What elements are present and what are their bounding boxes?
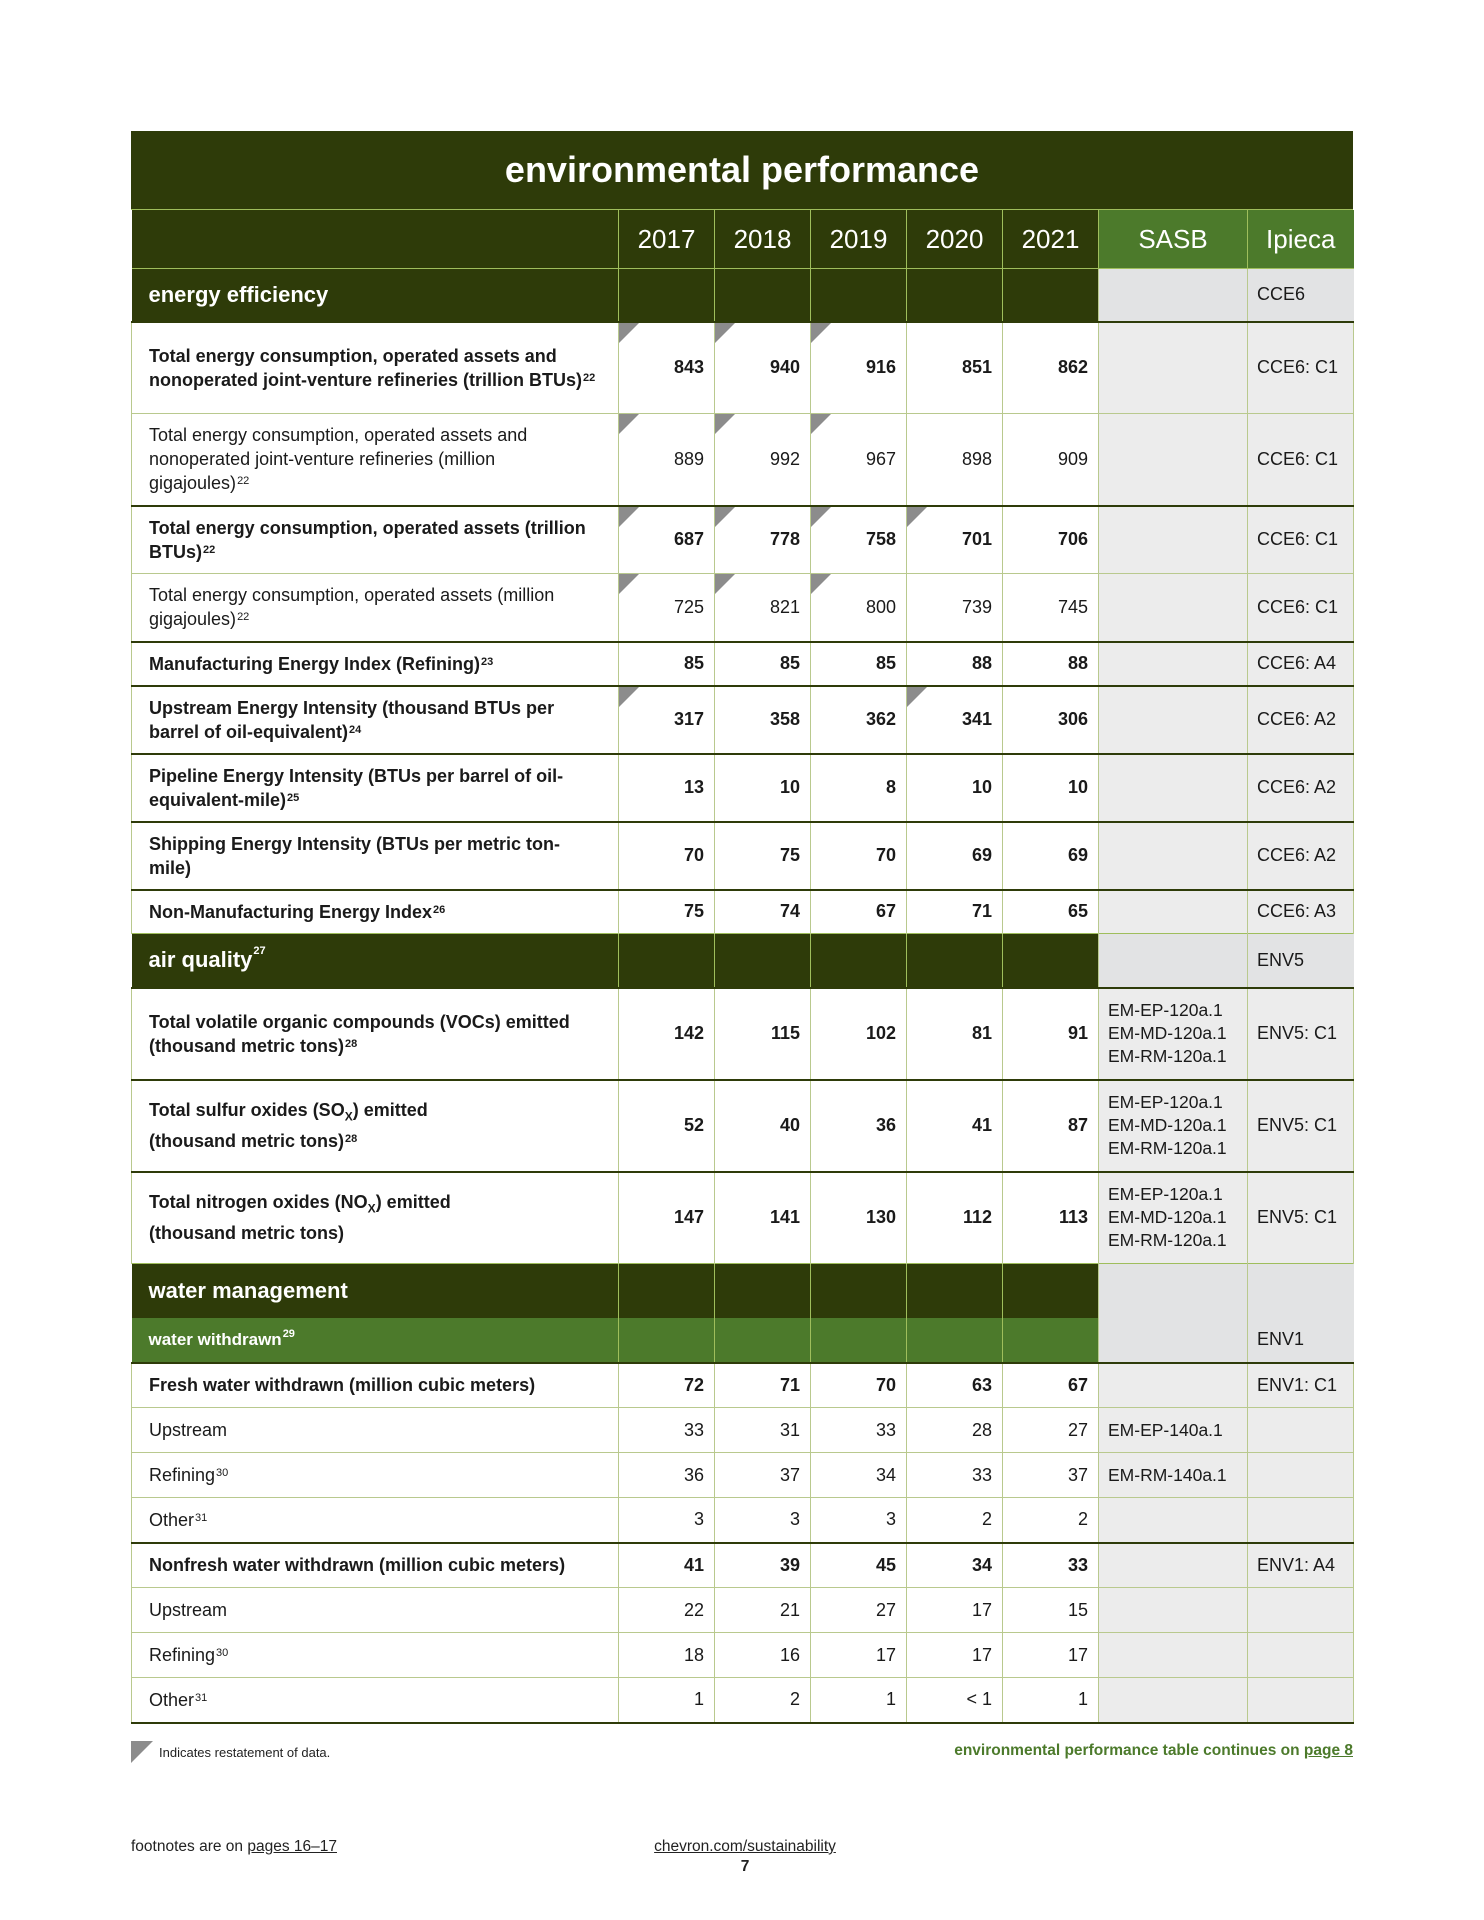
ipieca-code: [1248, 1453, 1354, 1498]
value-2021: 65: [1003, 890, 1099, 934]
restatement-flag-icon: [619, 687, 639, 707]
header-2018: 2018: [715, 210, 811, 269]
row-label: Pipeline Energy Intensity (BTUs per barrel of oil-equivalent-mile)$^{25}$: [132, 754, 619, 822]
value-2021: 10: [1003, 754, 1099, 822]
value-2019: 967: [811, 414, 907, 506]
value-2020: 33: [907, 1453, 1003, 1498]
table-row: [132, 822, 1354, 890]
value-2020: 17: [907, 1588, 1003, 1633]
value-2020: 341: [907, 686, 1003, 754]
value-2021: 909: [1003, 414, 1099, 506]
row-label: Upstream: [132, 1408, 619, 1453]
value-2017: 52: [619, 1080, 715, 1172]
sasb-code: EM-RM-140a.1: [1099, 1453, 1248, 1498]
value-2019: 362: [811, 686, 907, 754]
header-2019: 2019: [811, 210, 907, 269]
table-row: [132, 574, 1354, 642]
table-row: [132, 686, 1354, 754]
value-2018: 85: [715, 642, 811, 686]
value-2018: 75: [715, 822, 811, 890]
value-2020: 41: [907, 1080, 1003, 1172]
value-2019: 70: [811, 1363, 907, 1408]
value-2019: 33: [811, 1408, 907, 1453]
table-row: [132, 890, 1354, 934]
value-2017: 725: [619, 574, 715, 642]
row-label: Other$^{31}$: [132, 1498, 619, 1543]
value-2017: 41: [619, 1543, 715, 1588]
value-2020: 81: [907, 988, 1003, 1080]
section-water-management: [132, 1264, 1354, 1318]
value-2018: 71: [715, 1363, 811, 1408]
restatement-legend: [131, 1741, 330, 1763]
sasb-code: [1099, 890, 1248, 934]
value-2017: 22: [619, 1588, 715, 1633]
value-2020: < 1: [907, 1678, 1003, 1723]
value-2017: 1: [619, 1678, 715, 1723]
value-2017: 85: [619, 642, 715, 686]
value-2017: 3: [619, 1498, 715, 1543]
row-label: Other$^{31}$: [132, 1678, 619, 1723]
ipieca-code: CCE6: A4: [1248, 642, 1354, 686]
table-row: [132, 1363, 1354, 1408]
page-8-link[interactable]: page 8: [1303, 1742, 1353, 1759]
value-2019: 102: [811, 988, 907, 1080]
row-label: Total energy consumption, operated assets (trillion BTUs)$^{22}$: [132, 506, 619, 574]
value-2021: 706: [1003, 506, 1099, 574]
table-row: [132, 1498, 1354, 1543]
ipieca-code: CCE6: A3: [1248, 890, 1354, 934]
sasb-codes: EM-EP-120a.1 EM-MD-120a.1 EM-RM-120a.1: [1099, 1080, 1248, 1172]
value-2021: 87: [1003, 1080, 1099, 1172]
value-2019: 3: [811, 1498, 907, 1543]
value-2017: 33: [619, 1408, 715, 1453]
value-2020: 701: [907, 506, 1003, 574]
value-2020: 69: [907, 822, 1003, 890]
table-row: [132, 1408, 1354, 1453]
ipieca-code: ENV5: C1: [1248, 988, 1354, 1080]
sasb-code: [1099, 1588, 1248, 1633]
value-2018: 992: [715, 414, 811, 506]
value-2019: 1: [811, 1678, 907, 1723]
value-2020: 10: [907, 754, 1003, 822]
row-label: Total energy consumption, operated assets and nonoperated joint-venture refineries (trillion BTUs)$^{22}$: [132, 322, 619, 414]
value-2017: 889: [619, 414, 715, 506]
header-2017: 2017: [619, 210, 715, 269]
restatement-flag-icon: [907, 687, 927, 707]
restatement-flag-icon: [907, 507, 927, 527]
value-2017: 142: [619, 988, 715, 1080]
ipieca-code: ENV1: C1: [1248, 1363, 1354, 1408]
value-2018: 3: [715, 1498, 811, 1543]
footnotes-note: footnotes are on pages 16–17: [131, 1838, 337, 1855]
value-2021: 745: [1003, 574, 1099, 642]
sasb-code: [1099, 1633, 1248, 1678]
sasb-code: [1099, 1498, 1248, 1543]
ipieca-code: [1248, 1408, 1354, 1453]
value-2018: 10: [715, 754, 811, 822]
sasb-code: [1099, 414, 1248, 506]
ipieca-code: CCE6: A2: [1248, 822, 1354, 890]
value-2019: 758: [811, 506, 907, 574]
value-2019: 27: [811, 1588, 907, 1633]
value-2017: 317: [619, 686, 715, 754]
sasb-code: [1099, 322, 1248, 414]
value-2021: 306: [1003, 686, 1099, 754]
table-row: [132, 988, 1354, 1080]
value-2020: 34: [907, 1543, 1003, 1588]
value-2018: 40: [715, 1080, 811, 1172]
sasb-code: [1099, 822, 1248, 890]
legend-text: Indicates restatement of data.: [159, 1744, 331, 1760]
restatement-flag-icon: [715, 574, 735, 594]
data-table: [131, 210, 1354, 1724]
ipieca-code: ENV5: C1: [1248, 1172, 1354, 1264]
value-2018: 74: [715, 890, 811, 934]
value-2019: 17: [811, 1633, 907, 1678]
value-2018: 21: [715, 1588, 811, 1633]
table-row: [132, 414, 1354, 506]
value-2018: 141: [715, 1172, 811, 1264]
value-2018: 821: [715, 574, 811, 642]
row-label: Refining$^{30}$: [132, 1453, 619, 1498]
sasb-code: [1099, 642, 1248, 686]
value-2021: 17: [1003, 1633, 1099, 1678]
value-2021: 113: [1003, 1172, 1099, 1264]
restatement-flag-icon: [619, 507, 639, 527]
row-label: Refining$^{30}$: [132, 1633, 619, 1678]
value-2021: 862: [1003, 322, 1099, 414]
header-2021: 2021: [1003, 210, 1099, 269]
value-2018: 115: [715, 988, 811, 1080]
ipieca-code: [1248, 1678, 1354, 1723]
value-2020: 851: [907, 322, 1003, 414]
value-2021: 91: [1003, 988, 1099, 1080]
subsection-ipieca: ENV1: [1248, 1318, 1354, 1363]
section-energy-efficiency: [132, 269, 1354, 322]
value-2017: 75: [619, 890, 715, 934]
sasb-code: [1099, 1678, 1248, 1723]
value-2018: 39: [715, 1543, 811, 1588]
restatement-flag-icon: [715, 414, 735, 434]
value-2017: 72: [619, 1363, 715, 1408]
sasb-code: [1099, 686, 1248, 754]
value-2021: 15: [1003, 1588, 1099, 1633]
value-2020: 71: [907, 890, 1003, 934]
section-title: air quality$^{27}$: [132, 934, 619, 988]
value-2018: 2: [715, 1678, 811, 1723]
header-row: [132, 210, 1354, 269]
ipieca-code: CCE6: C1: [1248, 322, 1354, 414]
restatement-flag-icon: [715, 323, 735, 343]
value-2019: 36: [811, 1080, 907, 1172]
ipieca-code: CCE6: A2: [1248, 754, 1354, 822]
sustainability-url-link[interactable]: chevron.com/sustainability: [654, 1838, 836, 1855]
value-2017: 18: [619, 1633, 715, 1678]
restatement-flag-icon: [811, 323, 831, 343]
table-row: [132, 1588, 1354, 1633]
sasb-codes: EM-EP-120a.1 EM-MD-120a.1 EM-RM-120a.1: [1099, 1172, 1248, 1264]
value-2018: 358: [715, 686, 811, 754]
value-2019: 70: [811, 822, 907, 890]
subsection-title: water withdrawn$^{29}$: [132, 1318, 619, 1363]
value-2020: 88: [907, 642, 1003, 686]
subsection-water-withdrawn: [132, 1318, 1354, 1363]
ipieca-code: CCE6: C1: [1248, 506, 1354, 574]
row-label: Non-Manufacturing Energy Index$^{26}$: [132, 890, 619, 934]
value-2019: 67: [811, 890, 907, 934]
section-title: water management: [132, 1264, 619, 1318]
continues-note: environmental performance table continues on page 8: [954, 1742, 1353, 1759]
restatement-flag-icon: [715, 507, 735, 527]
value-2017: 70: [619, 822, 715, 890]
ipieca-code: ENV5: C1: [1248, 1080, 1354, 1172]
page-footer: [642, 1838, 848, 1876]
value-2020: 739: [907, 574, 1003, 642]
row-label: Total nitrogen oxides $(NO_X)$ emitted (thousand metric tons): [132, 1172, 619, 1264]
value-2017: 843: [619, 322, 715, 414]
value-2019: 85: [811, 642, 907, 686]
row-label: Total volatile organic compounds (VOCs) emitted (thousand metric tons)$^{28}$: [132, 988, 619, 1080]
ipieca-code: CCE6: C1: [1248, 574, 1354, 642]
value-2017: 36: [619, 1453, 715, 1498]
sasb-codes: EM-EP-120a.1 EM-MD-120a.1 EM-RM-120a.1: [1099, 988, 1248, 1080]
value-2018: 940: [715, 322, 811, 414]
sasb-code: [1099, 1363, 1248, 1408]
value-2021: 88: [1003, 642, 1099, 686]
restatement-flag-icon: [619, 323, 639, 343]
section-title: energy efficiency: [132, 269, 619, 322]
sasb-code: [1099, 1543, 1248, 1588]
value-2021: 33: [1003, 1543, 1099, 1588]
section-ipieca: ENV5: [1248, 934, 1354, 988]
sasb-code: [1099, 506, 1248, 574]
row-label: Upstream: [132, 1588, 619, 1633]
header-2020: 2020: [907, 210, 1003, 269]
row-label: Manufacturing Energy Index (Refining)$^{23}$: [132, 642, 619, 686]
restatement-flag-icon: [619, 414, 639, 434]
value-2021: 1: [1003, 1678, 1099, 1723]
value-2017: 147: [619, 1172, 715, 1264]
value-2020: 28: [907, 1408, 1003, 1453]
value-2018: 778: [715, 506, 811, 574]
value-2021: 27: [1003, 1408, 1099, 1453]
table-row: [132, 1172, 1354, 1264]
ipieca-code: [1248, 1633, 1354, 1678]
value-2018: 31: [715, 1408, 811, 1453]
sasb-code: EM-EP-140a.1: [1099, 1408, 1248, 1453]
value-2019: 800: [811, 574, 907, 642]
row-label: Total energy consumption, operated assets (million gigajoules)$^{22}$: [132, 574, 619, 642]
value-2021: 37: [1003, 1453, 1099, 1498]
restatement-flag-icon: [811, 414, 831, 434]
ipieca-code: CCE6: A2: [1248, 686, 1354, 754]
restatement-flag-icon: [619, 574, 639, 594]
value-2020: 63: [907, 1363, 1003, 1408]
value-2019: 8: [811, 754, 907, 822]
value-2019: 130: [811, 1172, 907, 1264]
footnotes-pages-link[interactable]: pages 16–17: [247, 1838, 337, 1855]
table-row: [132, 322, 1354, 414]
table-row: [132, 1080, 1354, 1172]
restatement-flag-icon: [811, 507, 831, 527]
value-2018: 16: [715, 1633, 811, 1678]
table-title: environmental performance: [131, 131, 1353, 210]
table-row: [132, 506, 1354, 574]
header-sasb: SASB: [1099, 210, 1248, 269]
row-label: Upstream Energy Intensity (thousand BTUs per barrel of oil-equivalent)$^{24}$: [132, 686, 619, 754]
value-2019: 45: [811, 1543, 907, 1588]
value-2019: 916: [811, 322, 907, 414]
ipieca-code: CCE6: C1: [1248, 414, 1354, 506]
value-2019: 34: [811, 1453, 907, 1498]
value-2020: 17: [907, 1633, 1003, 1678]
value-2020: 898: [907, 414, 1003, 506]
value-2021: 67: [1003, 1363, 1099, 1408]
section-air-quality: [132, 934, 1354, 988]
header-ipieca: Ipieca: [1248, 210, 1354, 269]
sasb-code: [1099, 574, 1248, 642]
ipieca-code: [1248, 1498, 1354, 1543]
row-label: Shipping Energy Intensity (BTUs per metric ton-mile): [132, 822, 619, 890]
value-2018: 37: [715, 1453, 811, 1498]
restatement-flag-icon: [131, 1741, 153, 1763]
sasb-code: [1099, 754, 1248, 822]
ipieca-code: ENV1: A4: [1248, 1543, 1354, 1588]
page-number: 7: [740, 1858, 750, 1875]
table-row: [132, 754, 1354, 822]
table-row: [132, 1678, 1354, 1723]
environmental-performance-table: [131, 131, 1353, 1724]
value-2020: 2: [907, 1498, 1003, 1543]
row-label: Total energy consumption, operated assets and nonoperated joint-venture refineries (million gigajoules)$^{22}$: [132, 414, 619, 506]
table-row: [132, 1633, 1354, 1678]
value-2020: 112: [907, 1172, 1003, 1264]
section-ipieca: CCE6: [1248, 269, 1354, 322]
table-row: [132, 1543, 1354, 1588]
restatement-flag-icon: [811, 574, 831, 594]
value-2017: 687: [619, 506, 715, 574]
value-2021: 2: [1003, 1498, 1099, 1543]
ipieca-code: [1248, 1588, 1354, 1633]
row-label: Nonfresh water withdrawn (million cubic meters): [132, 1543, 619, 1588]
header-label-cell: [132, 210, 619, 269]
value-2017: 13: [619, 754, 715, 822]
table-row: [132, 1453, 1354, 1498]
value-2021: 69: [1003, 822, 1099, 890]
row-label: Total sulfur oxides $(SO_X)$ emitted (thousand metric tons)$^{28}$: [132, 1080, 619, 1172]
row-label: Fresh water withdrawn (million cubic meters): [132, 1363, 619, 1408]
table-row: [132, 642, 1354, 686]
